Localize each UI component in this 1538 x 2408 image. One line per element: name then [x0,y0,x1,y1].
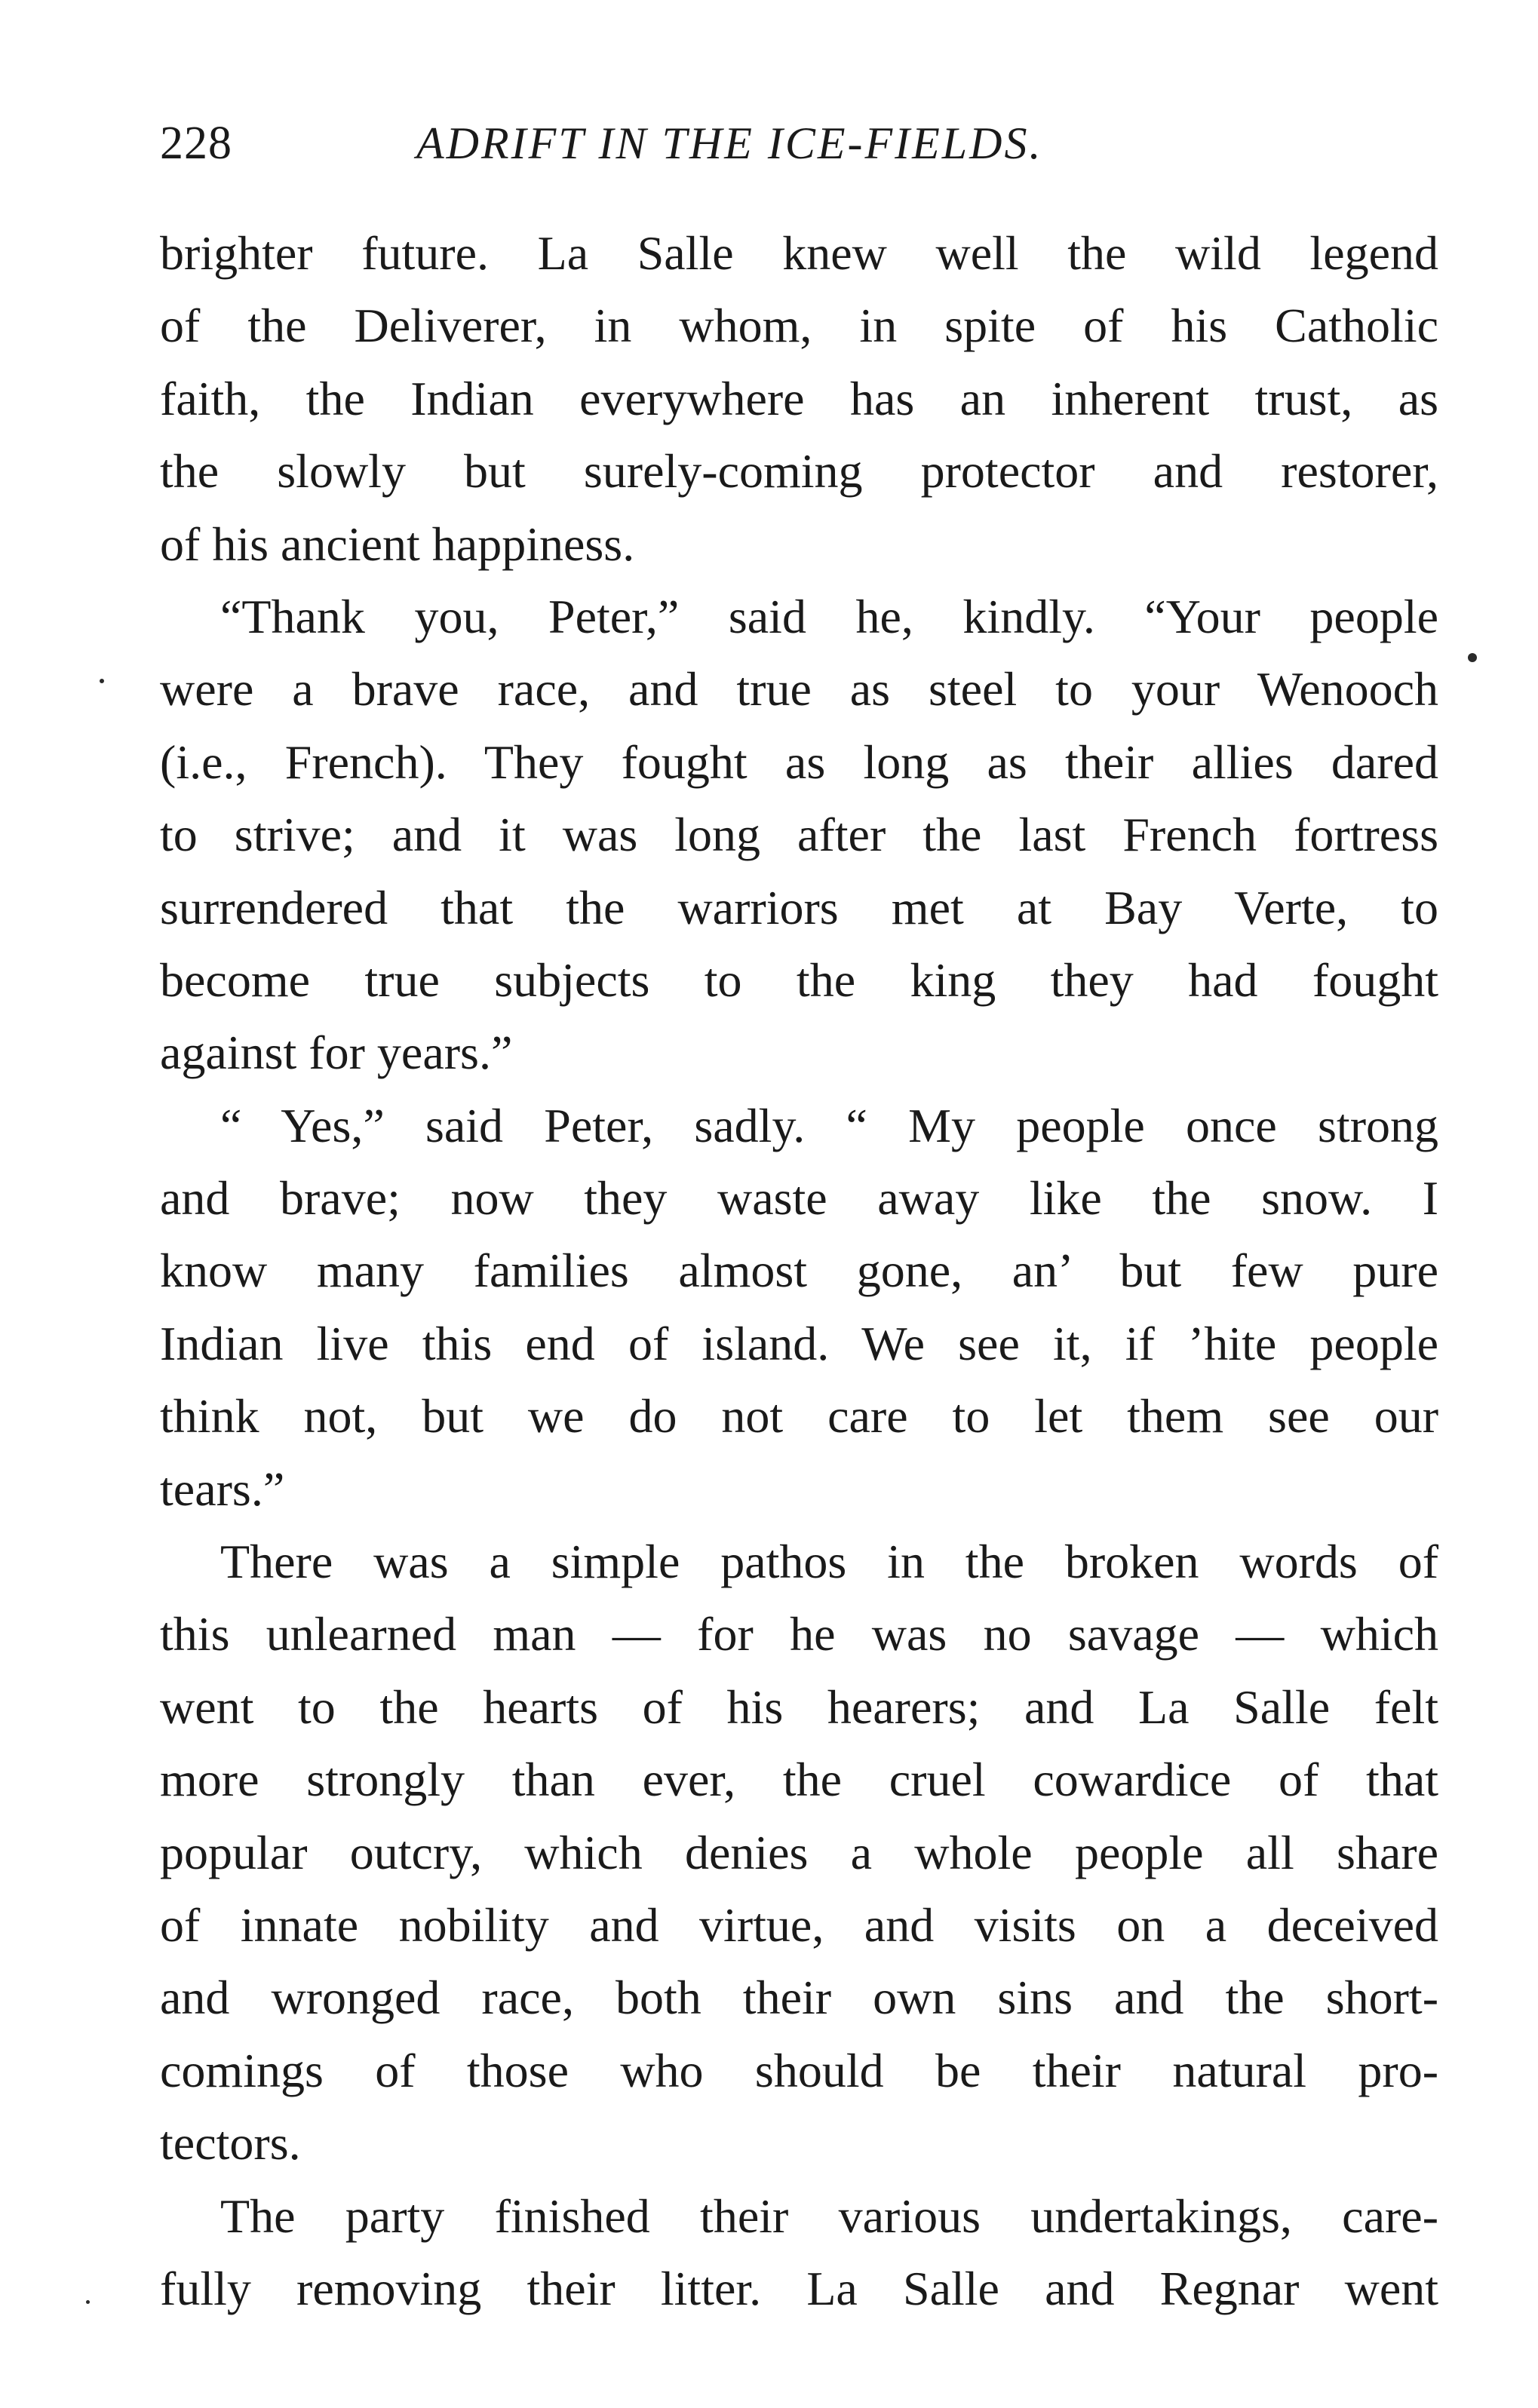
text-line: fully removing their litter. La Salle and Regnar went [160,2261,1438,2315]
text-line: tectors. [160,2116,301,2170]
text-line: popular outcry, which denies a whole people all share [160,1825,1438,1879]
text-line: There was a simple pathos in the broken words of [220,1535,1438,1589]
text-line: become true subjects to the king they had fought [160,952,1438,1007]
text-line: of the Deliverer, in whom, in spite of his Catholic [160,299,1438,353]
body-text [160,217,1438,2325]
margin-speck-bottom [86,2300,90,2304]
text-line: the slowly but surely-coming protector and restorer, [160,444,1438,498]
text-line: and brave; now they waste away like the snow. I [160,1171,1438,1225]
text-line: more strongly than ever, the cruel cowardice of that [160,1753,1438,1807]
margin-speck-left [100,679,104,683]
text-line: of innate nobility and virtue, and visits on a deceived [160,1897,1438,1952]
book-title: ADRIFT IN THE ICE-FIELDS. [416,118,1043,168]
text-line: surrendered that the warriors met at Bay Verte, to [160,880,1438,934]
paragraph-4 [160,1526,1438,2180]
text-line: against for years.” [160,1026,513,1080]
text-line: “ Yes,” said Peter, sadly. “ My people once strong [220,1098,1438,1152]
text-line: went to the hearts of his hearers; and La Salle felt [160,1679,1438,1734]
page-number: 228 [160,118,232,169]
paragraph-3 [160,1090,1438,1526]
paragraph-1 [160,217,1438,581]
running-head [160,113,1442,173]
text-line: to strive; and it was long after the last French fortress [160,808,1438,862]
text-line: think not, but we do not care to let them see our [160,1389,1438,1443]
margin-speck-right [1468,653,1477,662]
text-line: “Thank you, Peter,” said he, kindly. “Your people [220,589,1438,643]
text-line: know many families almost gone, an’ but few pure [160,1244,1438,1298]
text-line: tears.” [160,1462,285,1516]
text-line: of his ancient happiness. [160,517,635,571]
paragraph-2 [160,581,1438,1090]
text-line: were a brave race, and true as steel to your Wenooch [160,662,1438,716]
text-line: The party finished their various undertakings, care- [220,2189,1438,2243]
text-line: faith, the Indian everywhere has an inherent trust, as [160,371,1438,425]
text-line: this unlearned man — for he was no savage — which [160,1607,1438,1661]
text-line: (i.e., French). They fought as long as their allies dared [160,735,1438,789]
text-line: and wronged race, both their own sins and the short- [160,1971,1438,2025]
text-line: Indian live this end of island. We see it, if ’hite people [160,1316,1438,1370]
paragraph-5 [160,2180,1438,2326]
text-line: brighter future. La Salle knew well the wild legend [160,226,1438,280]
text-line: comings of those who should be their natural pro- [160,2043,1438,2097]
